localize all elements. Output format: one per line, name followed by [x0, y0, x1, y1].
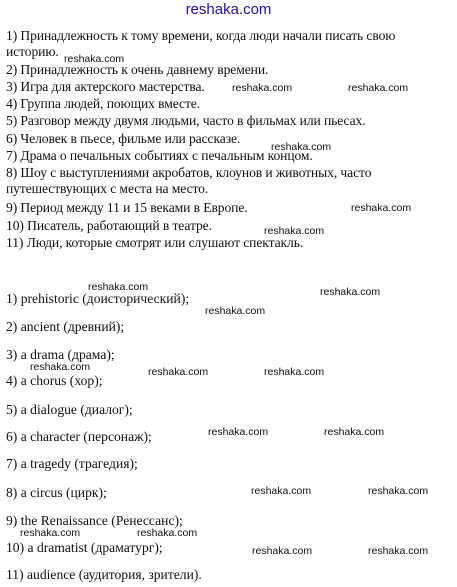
- answer-10: 10) a dramatist (драматург);: [6, 540, 163, 555]
- watermark: reshaka.com: [208, 426, 269, 438]
- answer-9: 9) the Renaissance (Ренессанс);: [6, 513, 183, 528]
- answer-4: 4) a chorus (хор);: [6, 373, 103, 388]
- definition-1: 1) Принадлежность к тому времени, когда люди начали писать свою историю.: [6, 28, 396, 59]
- watermark: reshaka.com: [368, 545, 429, 557]
- watermark: reshaka.com: [64, 53, 125, 65]
- definition-9: 9) Период между 11 и 15 веками в Европе.: [6, 200, 248, 215]
- definition-6: 6) Человек в пьесе, фильме или рассказе.: [6, 131, 241, 146]
- definition-3: 3) Игра для актерского мастерства.: [6, 79, 205, 94]
- watermark: reshaka.com: [368, 485, 429, 497]
- definition-5: 5) Разговор между двумя людьми, часто в фильмах или пьесах.: [6, 113, 366, 128]
- watermark: reshaka.com: [205, 305, 266, 317]
- definition-8: 8) Шоу с выступлениями акробатов, клоунов и животных, часто путешествующих с места на место.: [6, 165, 372, 196]
- definition-11: 11) Люди, которые смотрят или слушают спектакль.: [6, 235, 304, 250]
- watermark: reshaka.com: [251, 485, 312, 497]
- watermark: reshaka.com: [264, 366, 325, 378]
- watermark: reshaka.com: [264, 225, 325, 237]
- answer-5: 5) a dialogue (диалог);: [6, 402, 133, 417]
- watermark: reshaka.com: [324, 426, 385, 438]
- watermark: reshaka.com: [137, 527, 198, 539]
- watermark: reshaka.com: [351, 202, 412, 214]
- watermark: reshaka.com: [30, 361, 91, 373]
- definition-10: 10) Писатель, работающий в театре.: [6, 218, 212, 233]
- answer-3: 3) a drama (драма);: [6, 347, 115, 362]
- answer-6: 6) a character (персонаж);: [6, 429, 152, 444]
- site-title[interactable]: reshaka.com: [185, 1, 272, 18]
- watermark: reshaka.com: [320, 286, 381, 298]
- watermark: reshaka.com: [271, 141, 332, 153]
- watermark: reshaka.com: [232, 82, 293, 94]
- answer-11: 11) audience (аудитория, зрители).: [6, 567, 202, 582]
- answer-2: 2) ancient (древний);: [6, 319, 125, 334]
- watermark: reshaka.com: [20, 527, 81, 539]
- watermark: reshaka.com: [252, 545, 313, 557]
- answer-8: 8) a circus (цирк);: [6, 485, 107, 500]
- watermark: reshaka.com: [148, 366, 209, 378]
- watermark: reshaka.com: [348, 82, 409, 94]
- answer-7: 7) a tragedy (трагедия);: [6, 456, 138, 471]
- answer-1: 1) prehistoric (доисторический);: [6, 291, 190, 306]
- definition-4: 4) Группа людей, поющих вместе.: [6, 96, 201, 111]
- definition-2: 2) Принадлежность к очень давнему времени.: [6, 62, 269, 77]
- watermark: reshaka.com: [88, 281, 149, 293]
- definition-7: 7) Драма о печальных событиях с печальным концом.: [6, 148, 313, 163]
